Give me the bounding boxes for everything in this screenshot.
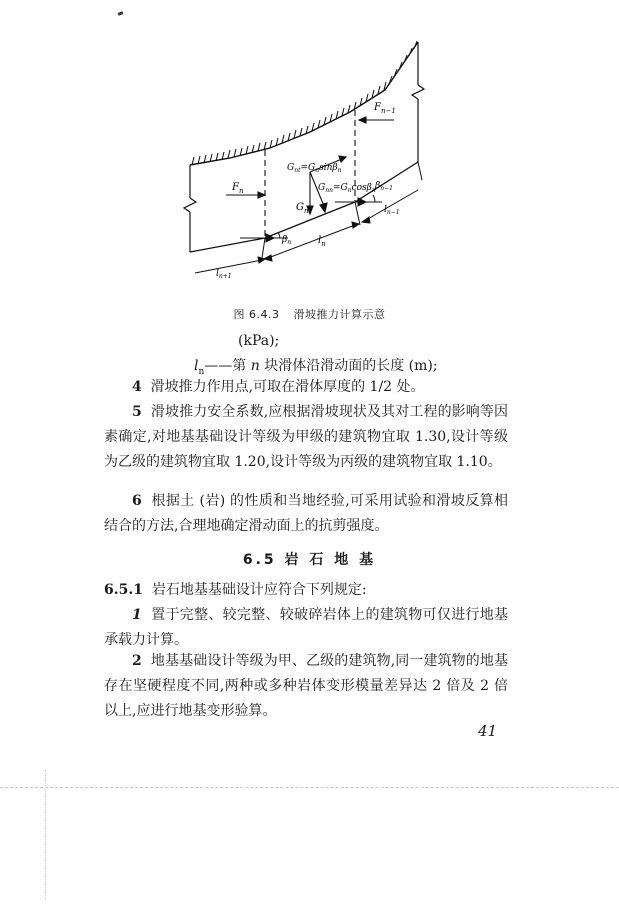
sub-item-1-number: 1 (132, 607, 142, 623)
ln-def-n: n (250, 358, 260, 374)
label-l-prev: $l_{n-1}$ (384, 205, 400, 216)
page-bottom-rule (0, 787, 619, 788)
ln-symbol: l (194, 358, 199, 374)
sub-item-2-number: 2 (132, 653, 142, 669)
page-number: 41 (478, 722, 498, 740)
item-4-text: 滑坡推力作用点,可取在滑体厚度的 1/2 处。 (150, 379, 425, 395)
clause-number: 6.5.1 (104, 582, 143, 598)
right-boundary (412, 42, 424, 162)
label-beta-prev: $\beta_{n-1}$ (375, 181, 393, 192)
label-f-prev: $F_{n-1}$ (374, 102, 396, 115)
item-6-text: 根据土 (岩) 的性质和当地经验,可采用试验和滑坡反算相结合的方法,合理地确定滑动面上的抗剪强度。 (104, 493, 508, 534)
item-5-text: 滑坡推力安全系数,应根据滑坡现状及其对工程的影响等因素确定,对地基基础设计等级为甲级的建筑物宜取 1.30,设计等级为乙级的建筑物宜取 1.20,设计等级为丙级的建筑物宜取 1.10。 (104, 404, 509, 470)
label-l-next: $l_{n+1}$ (216, 269, 232, 280)
scan-mark (118, 11, 124, 16)
section-title: 6.5 岩 石 地 基 (242, 552, 377, 568)
landslide-thrust-diagram (170, 30, 450, 295)
left-boundary (184, 165, 196, 252)
item-5-number: 5 (132, 404, 142, 420)
item-4-number: 4 (132, 379, 142, 395)
label-l-n: $l_n$ (318, 235, 326, 248)
clause-6-5-1 (104, 578, 508, 603)
label-f-n: $F_n$ (232, 182, 244, 195)
ln-subscript: n (198, 366, 205, 377)
sub-item-1 (104, 603, 508, 653)
label-g-nn: $G_{nn}=G_n\cos\beta_n$ (318, 183, 376, 194)
margin-line (45, 770, 47, 900)
sub-item-2 (104, 649, 508, 724)
item-6-number: 6 (132, 493, 142, 509)
item-5 (104, 400, 508, 475)
clause-text: 岩石地基基础设计应符合下列规定: (151, 582, 367, 598)
sub-item-1-text: 置于完整、较完整、较破碎岩体上的建筑物可仅进行地基承载力计算。 (104, 607, 508, 648)
ln-def-post: 块滑体沿滑动面的长度 (m); (259, 358, 438, 374)
ln-def-pre: ——第 (204, 358, 251, 374)
figure-title: 滑坡推力计算示意 (293, 308, 386, 321)
item-6 (104, 489, 508, 539)
kpa-unit-line: (kPa); (238, 333, 280, 349)
length-dimensions (195, 190, 418, 273)
label-g-nt: $G_{nt}=G_n\sin\beta_n$ (287, 163, 342, 174)
item-4 (104, 375, 508, 400)
label-g-n: $G_n$ (296, 202, 309, 215)
label-beta-n: $\beta_n$ (282, 235, 292, 246)
sub-item-2-text: 地基基础设计等级为甲、乙级的建筑物,同一建筑物的地基存在坚硬程度不同,两种或多种岩体变形模量差异达 2 倍及 2 倍以上,应进行地基变形验算。 (104, 653, 509, 719)
figure-caption (0, 306, 619, 322)
ground-surface (190, 41, 418, 165)
figure-number: 图 6.4.3 (233, 308, 280, 321)
